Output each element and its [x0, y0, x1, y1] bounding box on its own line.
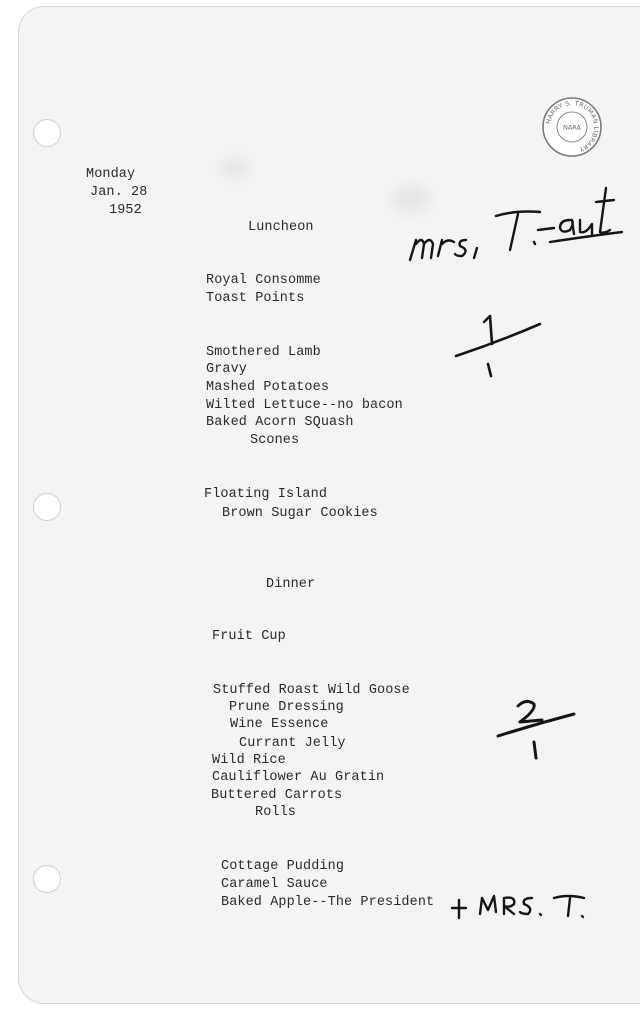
menu-item: Wilted Lettuce--no bacon [206, 398, 403, 413]
menu-item: Toast Points [206, 291, 305, 306]
dinner-heading: Dinner [266, 577, 316, 592]
menu-item: Rolls [255, 805, 297, 820]
menu-item: Wild Rice [212, 753, 286, 768]
menu-item: Baked Apple--The President [221, 895, 435, 910]
menu-item: Smothered Lamb [206, 345, 321, 360]
handwritten-count-dinner [492, 694, 592, 764]
menu-item: Baked Acorn SQuash [206, 415, 354, 430]
archive-stamp [541, 96, 603, 158]
stamp-center-text: NARA [562, 123, 582, 132]
luncheon-heading: Luncheon [248, 220, 314, 235]
menu-item: Floating Island [204, 487, 328, 502]
handwritten-note-plus-mrs-t [450, 888, 600, 928]
menu-item: Mashed Potatoes [206, 380, 330, 395]
menu-item: Brown Sugar Cookies [222, 506, 378, 521]
menu-item: Prune Dressing [229, 700, 344, 715]
handwritten-note-mrs-t-out [400, 178, 640, 268]
binder-hole-bottom [33, 865, 61, 893]
menu-item: Stuffed Roast Wild Goose [213, 683, 410, 698]
menu-item: Cauliflower Au Gratin [212, 770, 385, 785]
menu-item: Currant Jelly [239, 736, 346, 751]
menu-item: Fruit Cup [212, 629, 286, 644]
menu-item: Cottage Pudding [221, 859, 345, 874]
date-year: 1952 [109, 203, 142, 218]
date-date: Jan. 28 [90, 185, 148, 200]
binder-hole-middle [33, 493, 61, 521]
stamp-ring-text: HARRY S. TRUMAN LIBRARY [545, 99, 600, 153]
handwritten-count-luncheon [448, 304, 558, 384]
menu-item: Buttered Carrots [211, 788, 343, 803]
menu-item: Scones [250, 433, 300, 448]
menu-item: Caramel Sauce [221, 877, 328, 892]
paper-smudge [219, 157, 249, 179]
menu-item: Royal Consomme [206, 273, 321, 288]
date-day: Monday [86, 167, 136, 182]
menu-item: Wine Essence [230, 717, 329, 732]
menu-item: Gravy [206, 362, 248, 377]
binder-hole-top [33, 119, 61, 147]
